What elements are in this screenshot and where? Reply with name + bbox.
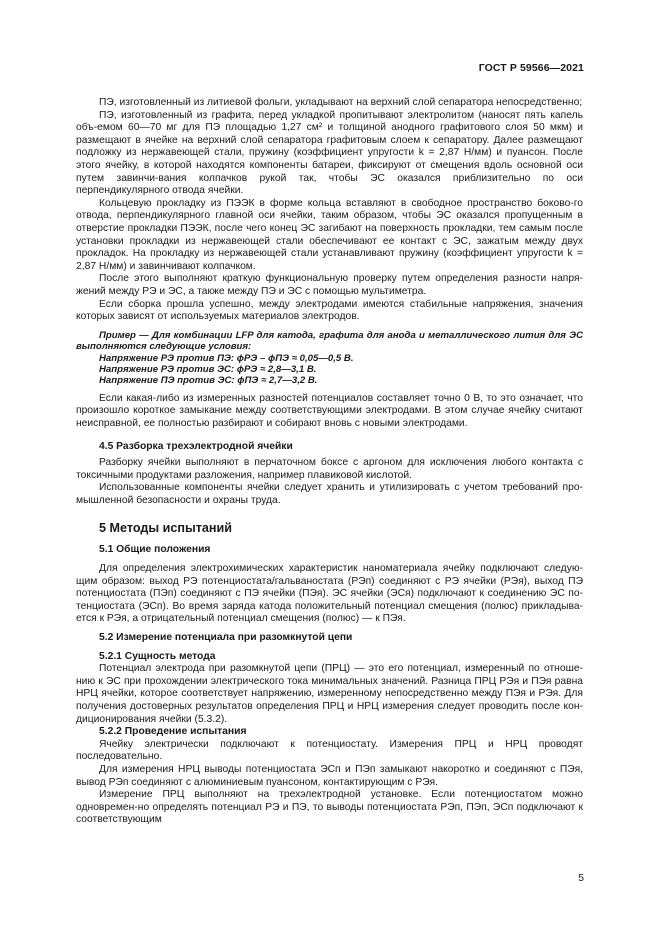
paragraph-9: Потенциал электрода при разомкнутой цепи (ПРЦ) — это его потенциал, измеренный по отноше-нию к ЭС при прохождении электрического тока минимальных значений. Разница ПРЦ РЭя и ПЭя равна НРЦ ячейки, которое соответствует напряжению, измеренному непосредственно между ПЭя и РЭя. Для получения достоверных результатов определения ПРЦ и НРЦ измерения следует проводить после кон-диционирования ячейки (5.3.2). [76, 663, 583, 725]
paragraph-7: Использованные компоненты ячейки следует хранить и утилизировать с учетом требований про-мышленной безопасности и охраны труда. [76, 482, 583, 506]
paragraph-10: Ячейку электрически подключают к потенциостату. Измерения ПРЦ и НРЦ проводят последовательно. [76, 738, 583, 763]
section-5-heading: 5 Методы испытаний [99, 521, 232, 536]
example-line-3: Напряжение ПЭ против ЭС: ϕПЭ ≈ 2,7—3,2 В. [99, 375, 318, 387]
section-5-2-1-heading: 5.2.1 Сущность метода [99, 650, 216, 662]
paragraph-1b: ПЭ, изготовленный из графита, перед укладкой пропитывают электролитом (наносят пять капель объ-емом 60—70 мг для ПЭ площадью 1,27 см² и толщиной анодного графитового слоя 50 мкм) и размещают в ячейке на верхний слой сепаратора графитовым слоем к сепаратору. Далее размещают подложку из нержавеющей стали, пружину (коэффициент упругости k = 2,87 Н/мм) и пуансон. После этого ячейку, в которой находятся компоненты батареи, фиксируют от смещения вдоль основной оси путем завинчи-вания колпачков рукой так, чтобы ЭС оказался приблизительно по оси перпендикулярного отвода ячейки. [76, 109, 583, 197]
paragraph-6: Разборку ячейки выполняют в перчаточном боксе с аргоном для исключения любого контакта с токсичными продуктами разложения, например плавиковой кислотой. [76, 457, 583, 481]
example-line-2: Напряжение РЭ против ЭС: ϕРЭ ≈ 2,8—3,1 В. [99, 363, 317, 375]
paragraph-3: После этого выполняют краткую функциональную проверку путем определения разности напря-жений между РЭ и ЭС, а также между ПЭ и ЭС с помощью мультиметра. [76, 273, 583, 297]
page-number: 5 [578, 873, 584, 884]
standard-id: ГОСТ Р 59566—2021 [478, 62, 584, 74]
section-4-5-heading: 4.5 Разборка трехэлектродной ячейки [99, 440, 293, 452]
paragraph-11: Для измерения НРЦ выводы потенциостата ЭСп и ПЭп замыкают накоротко и соединяют с ПЭя, вывод РЭп соединяют с алюминиевым пуансоном, контактирующим с РЭя. [76, 763, 583, 788]
section-5-2-heading: 5.2 Измерение потенциала при разомкнутой цепи [99, 632, 353, 644]
section-5-2-2-heading: 5.2.2 Проведение испытания [99, 726, 247, 738]
page-body [76, 97, 583, 827]
paragraph-8: Для определения электрохимических характеристик наноматериала ячейку подключают следую-щим образом: выход РЭ потенциостата/гальваностата (РЭп) соединяют с РЭ ячейки (РЭя), выход ПЭ потенциостата (ПЭп) соединяют с ПЭ ячейки (ПЭя). ЭС ячейки (ЭСя) подключают к соединению ЭС по-тенциостата (ЭСп). Во время заряда катода положительный потенциал смещения (полюс) прикладыва-ется к РЭя, а отрицательный потенциал смещения (полюс) — к ПЭя. [76, 563, 583, 625]
section-5-1-heading: 5.1 Общие положения [99, 544, 211, 556]
paragraph-12: Измерение ПРЦ выполняют на трехэлектродной установке. Если потенциостатом можно одновремен-но определять потенциал РЭ и ПЭ, то выводы потенциостата РЭп, ПЭп, ЭСп подключают к соответствующим [76, 789, 583, 826]
example-line-1: Напряжение РЭ против ПЭ: ϕРЭ – ϕПЭ ≈ 0,05—0,5 В. [99, 352, 354, 364]
paragraph-1a: ПЭ, изготовленный из литиевой фольги, укладывают на верхний слой сепаратора непосредственно; [99, 97, 583, 108]
example-intro: Пример — Для комбинации LFP для катода, графита для анода и металлического лития для ЭС выполняются следующие условия: [76, 329, 583, 353]
paragraph-2: Кольцевую прокладку из ПЭЭК в форме кольца вставляют в свободное пространство боково-го отвода, перпендикулярного главной оси ячейки, таким образом, чтобы ЭС оказался пропущенным в отверстие прокладки ПЭЭК, после чего конец ЭС загибают на поверхность прокладки, тем самым после установки прокладки из нержавеющей стали обеспечивают ее контакт с ЭС, зажатым между двух прокладок. На прокладку из нержавеющей стали устанавливают пружину (коэффициент упругости k = 2,87 Н/мм) и завинчивают колпачком. [76, 197, 583, 272]
paragraph-4: Если сборка прошла успешно, между электродами имеются стабильные напряжения, значения которых зависят от используемых материалов электродов. [76, 298, 583, 323]
paragraph-5: Если какая-либо из измеренных разностей потенциалов составляет точно 0 В, то это означает, что произошло короткое замыкание между соответствующими электродами. В этом случае ячейку считают неисправной, ее полностью разбирают и собирают вновь с новыми электродами. [76, 392, 583, 429]
